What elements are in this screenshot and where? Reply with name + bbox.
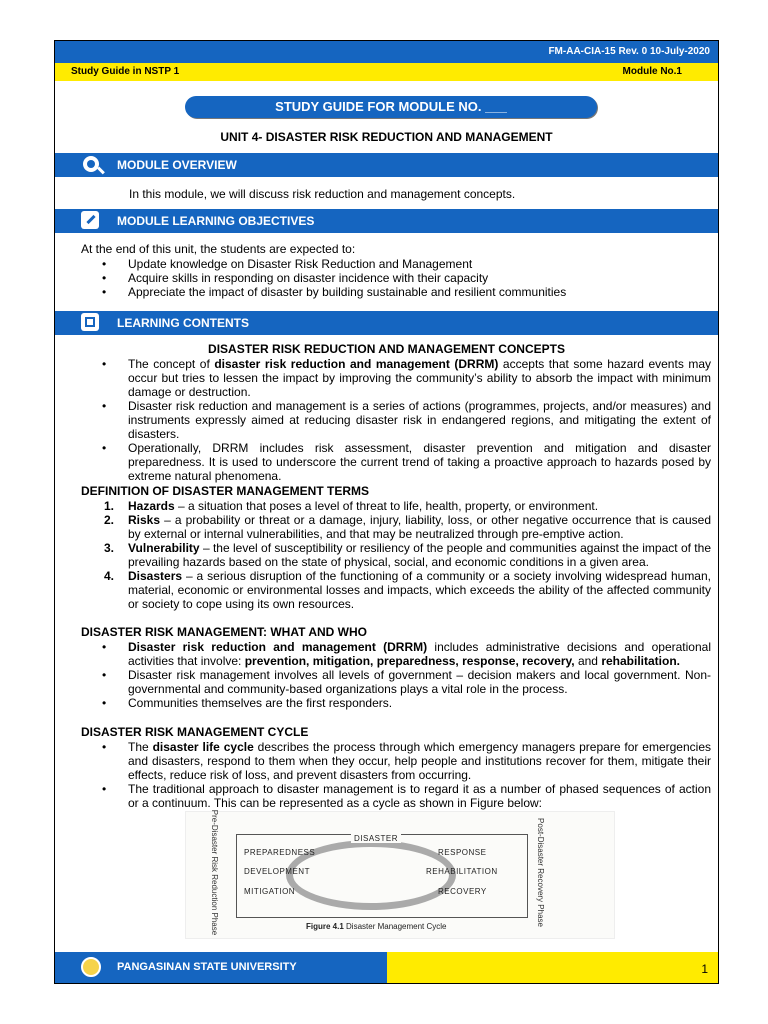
learning-objectives-header: [55, 209, 718, 233]
list-item: • Appreciate the impact of disaster by building sustainable and resilient communities: [128, 285, 688, 299]
list-item: • Update knowledge on Disaster Risk Reduction and Management: [128, 257, 688, 271]
list-item: 1. Hazards – a situation that poses a level of threat to life, health, property, or environment.: [104, 499, 599, 513]
development-label: DEVELOPMENT: [244, 867, 310, 876]
definitions-title: DEFINITION OF DISASTER MANAGEMENT TERMS: [81, 484, 369, 498]
cycle-title: DISASTER RISK MANAGEMENT CYCLE: [81, 725, 309, 739]
unit-title: UNIT 4- DISASTER RISK REDUCTION AND MANAGEMENT: [220, 130, 553, 144]
edit-icon: [81, 211, 99, 229]
learning-contents-header: [55, 311, 718, 335]
overview-text: In this module, we will discuss risk reduction and management concepts.: [129, 187, 516, 201]
figure-caption: Figure 4.1 Disaster Management Cycle: [306, 922, 447, 931]
rehabilitation-label: REHABILITATION: [426, 867, 498, 876]
concepts-title: DISASTER RISK REDUCTION AND MANAGEMENT CONCEPTS: [208, 342, 565, 356]
section-heading: LEARNING CONTENTS: [117, 316, 249, 330]
study-guide-page: [54, 40, 719, 984]
list-item: • The traditional approach to disaster management is to regard it as a number of phased sequences of action or a continuum. This can be represented as a cycle as shown in Figure below:: [128, 782, 711, 810]
response-label: RESPONSE: [438, 848, 487, 857]
university-seal-icon: [81, 957, 101, 977]
document-icon: [81, 313, 99, 331]
list-item: • The disaster life cycle describes the process through which emergency managers prepare for emergencies and disasters, respond to them when they occur, help people and institutions recover for them, mitigate their effects, reduce risk of loss, and prevent disasters from occurring.: [128, 740, 711, 782]
list-item: • Disaster risk reduction and management (DRRM) includes administrative decisions and operational activities that involve: prevention, mitigation, preparedness, response, recovery, and rehabilitation.: [128, 640, 711, 668]
disaster-label: DISASTER: [351, 834, 401, 843]
objectives-list: [128, 257, 688, 299]
list-item: • Disaster risk reduction and management is a series of actions (programmes, projects, and/or measures) and instruments expressly aimed at reducing disaster risk in endangered regions, and mitigating the extent of disasters.: [128, 399, 711, 441]
list-item: • Acquire skills in responding on disaster incidence with their capacity: [128, 271, 688, 285]
document-code-bar: [55, 41, 718, 63]
module-overview-header: [55, 153, 718, 177]
list-item: 2. Risks – a probability or threat or a damage, injury, liability, loss, or other negative occurrence that is caused by external or internal vulnerabilities, and that may be neutralized through pre-emptive action.: [104, 513, 711, 541]
section-heading: MODULE LEARNING OBJECTIVES: [117, 214, 315, 228]
course-label: Study Guide in NSTP 1: [71, 66, 180, 77]
list-item: • Operationally, DRRM includes risk assessment, disaster prevention and mitigation and disaster preparedness. It is used to underscore the current trend of taking a proactive approach to hazards posed by extreme natural phenomena.: [128, 441, 711, 483]
definitions-list: [104, 499, 711, 611]
management-list: [128, 640, 711, 710]
mitigation-label: MITIGATION: [244, 887, 296, 896]
list-item: • Disaster risk management involves all levels of government – decision makers and local government. Non-governmental and community-based organizations plays a vital role in the process.: [128, 668, 711, 696]
course-bar: [55, 63, 718, 81]
footer-university: [55, 952, 387, 983]
university-name: PANGASINAN STATE UNIVERSITY: [117, 961, 297, 973]
list-item: 3. Vulnerability – the level of susceptibility or resiliency of the people and communities against the impact of the prevailing hazards based on the state of physical, social, and economic conditions in a given area.: [104, 541, 711, 569]
list-item: • Communities themselves are the first responders.: [128, 696, 711, 710]
cycle-list: [128, 740, 711, 810]
list-item: 4. Disasters – a serious disruption of the functioning of a community or a society involving widespread human, material, economic or environmental losses and impacts, which exceeds the ability of the affected community or society to cope using its own resources.: [104, 569, 711, 611]
post-disaster-phase-label: Post-Disaster Recovery Phase: [535, 818, 545, 927]
search-icon: [83, 156, 99, 172]
footer-page: [387, 952, 718, 983]
recovery-label: RECOVERY: [438, 887, 487, 896]
page-number: 1: [701, 962, 708, 976]
disaster-cycle-figure: [185, 811, 615, 939]
objectives-intro: At the end of this unit, the students are expected to:: [81, 242, 356, 256]
pre-disaster-phase-label: Pre-Disaster Risk Reduction Phase: [210, 809, 220, 936]
document-code: FM-AA-CIA-15 Rev. 0 10-July-2020: [548, 46, 710, 57]
management-title: DISASTER RISK MANAGEMENT: WHAT AND WHO: [81, 625, 367, 639]
preparedness-label: PREPAREDNESS: [244, 848, 316, 857]
module-number: Module No.1: [622, 66, 682, 77]
page-title: STUDY GUIDE FOR MODULE NO. ___: [185, 96, 597, 118]
list-item: • The concept of disaster risk reduction and management (DRRM) accepts that some hazard events may occur but tries to lessen the impact by improving the community’s ability to absorb the impact with minimum damage or destruction.: [128, 357, 711, 399]
section-heading: MODULE OVERVIEW: [117, 158, 237, 172]
concepts-list: [128, 357, 711, 483]
